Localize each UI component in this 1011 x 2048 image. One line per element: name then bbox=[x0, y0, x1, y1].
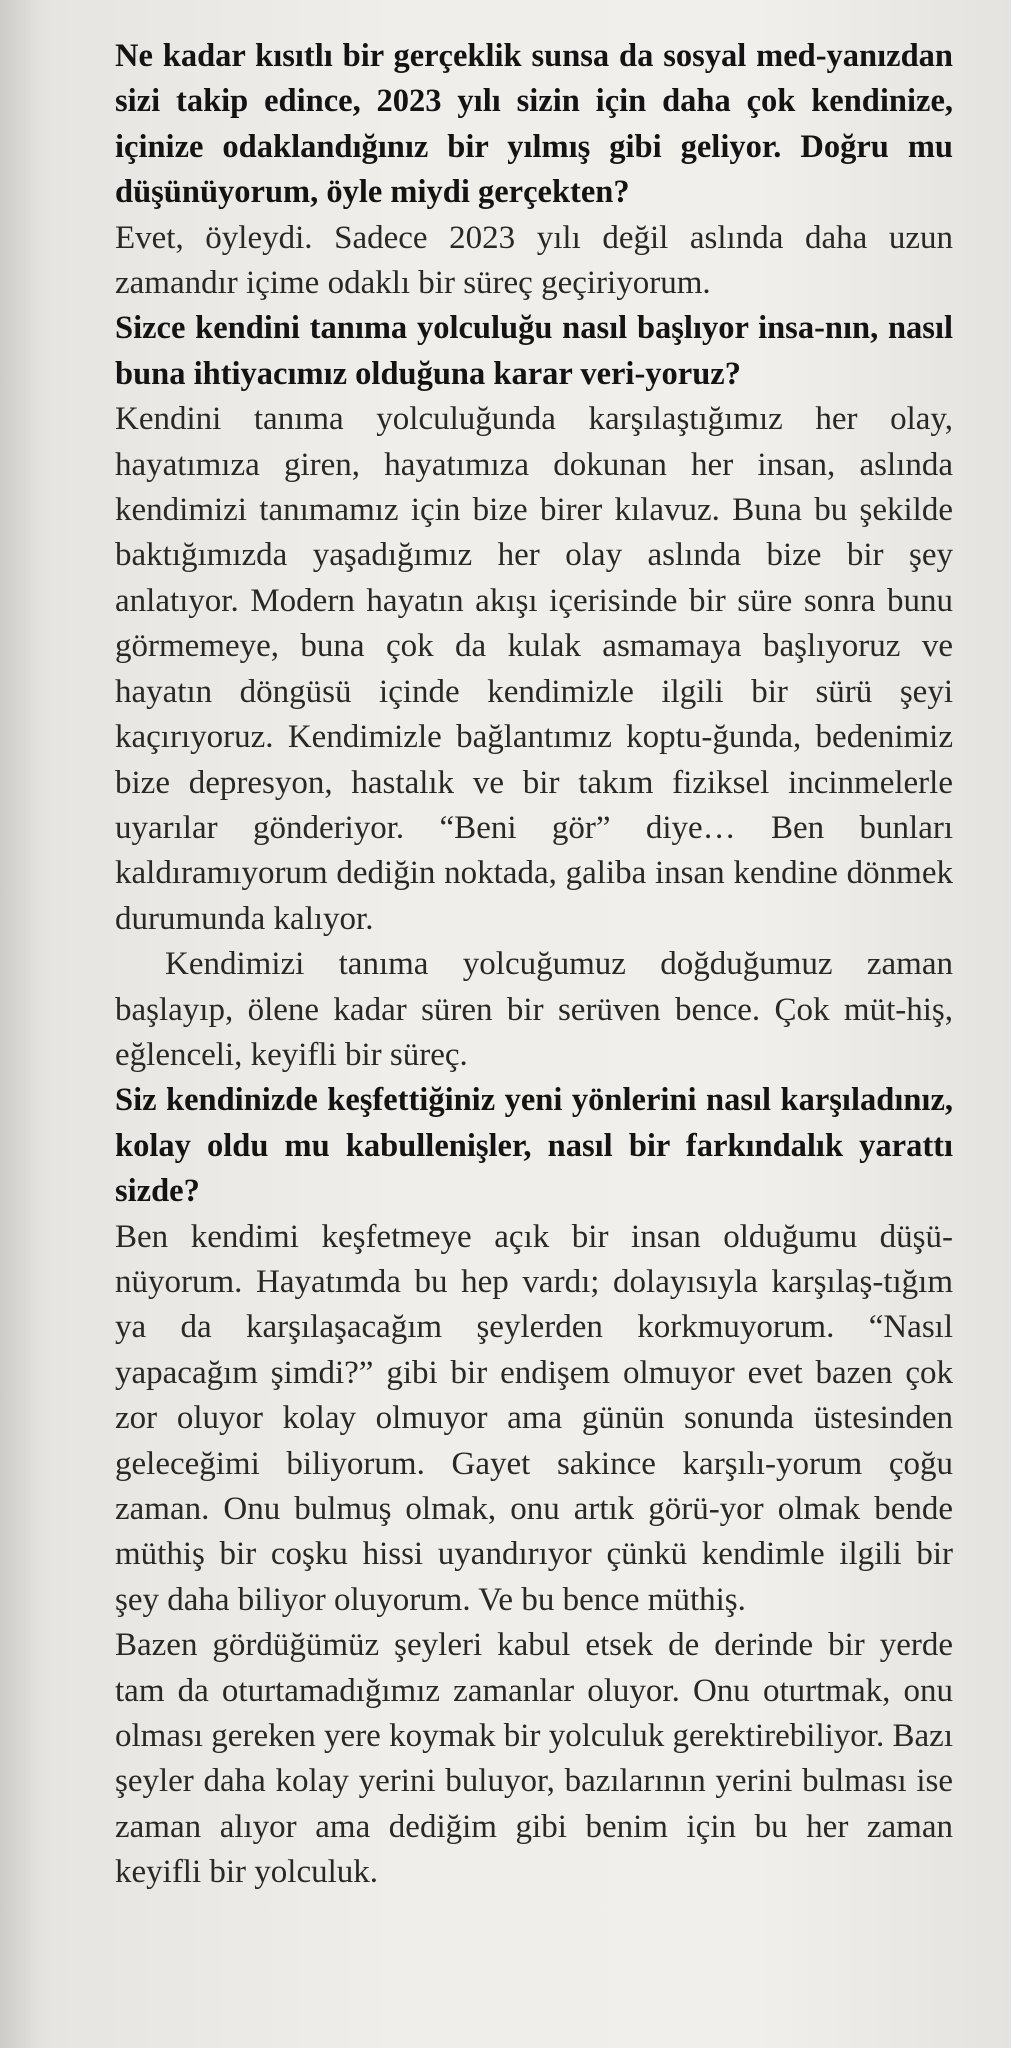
interview-answer-2: Kendini tanıma yolculuğunda karşılaştığımız her olay, hayatımıza giren, hayatımıza dokunan her insan, aslında kendimizi tanımamız için bize birer kılavuz. Buna bu şekilde baktığımızda yaşadığımız her olay aslında bize bir şey anlatıyor. Modern hayatın akışı içerisinde bir süre sonra bunu görmemeye, buna çok da kulak asmamaya başlıyoruz ve hayatın döngüsü içinde kendimizle ilgili bir sürü şeyi kaçırıyoruz. Kendimizle bağlantımız koptu-ğunda, bedenimiz bize depresyon, hastalık ve bir takım fiziksel incinmelerle uyarılar gönderiyor. “Beni gör” diye… Ben bunları kaldıramıyorum dediğin noktada, galiba insan kendine dönmek durumunda kalıyor. bbox=[115, 401, 953, 937]
interview-question-3: Siz kendinizde keşfettiğiniz yeni yönlerini nasıl karşıladınız, kolay oldu mu kabullenişler, nasıl bir farkındalık yarattı sizde? bbox=[115, 1082, 953, 1210]
book-page-text bbox=[115, 34, 953, 1896]
interview-answer-2-continued: Kendimizi tanıma yolcuğumuz doğduğumuz zaman başlayıp, ölene kadar süren bir serüven bence. Çok müt-hiş, eğlenceli, keyifli bir süreç. bbox=[115, 946, 953, 1073]
interview-answer-3-continued: Bazen gördüğümüz şeyleri kabul etsek de derinde bir yerde tam da oturtamadığımız zamanlar oluyor. Onu oturtmak, onu olması gereken yere koymak bir yolculuk gerektirebiliyor. Bazı şeyler daha kolay yerini buluyor, bazılarının yerini bulması ise zaman alıyor ama dediğim gibi benim için bu her zaman keyifli bir yolculuk. bbox=[115, 1627, 953, 1891]
interview-answer-1: Evet, öyleydi. Sadece 2023 yılı değil aslında daha uzun zamandır içime odaklı bir süreç geçiriyorum. bbox=[115, 219, 953, 302]
interview-question-1: Ne kadar kısıtlı bir gerçeklik sunsa da sosyal med-yanızdan sizi takip edince, 2023 yılı sizin için daha çok kendinize, içinize odaklandığınız bir yılmış gibi geliyor. Doğru mu düşünüyorum, öyle miydi gerçekten? bbox=[115, 38, 953, 211]
interview-question-2: Sizce kendini tanıma yolculuğu nasıl başlıyor insa-nın, nasıl buna ihtiyacımız olduğuna karar veri-yoruz? bbox=[115, 310, 953, 392]
interview-answer-3: Ben kendimi keşfetmeye açık bir insan olduğumu düşü-nüyorum. Hayatımda bu hep vardı; dolayısıyla karşılaş-tığım ya da karşılaşacağım şeylerden korkmuyorum. “Nasıl yapacağım şimdi?” gibi bir endişem olmuyor evet bazen çok zor oluyor kolay olmuyor ama günün sonunda üstesinden geleceğimi biliyorum. Gayet sakince karşılı-yorum çoğu zaman. Onu bulmuş olmak, onu artık görü-yor olmak bende müthiş bir coşku hissi uyandırıyor çünkü kendimle ilgili bir şey daha biliyor oluyorum. Ve bu bence müthiş. bbox=[115, 1218, 953, 1618]
page-gutter-shadow bbox=[0, 0, 40, 2048]
